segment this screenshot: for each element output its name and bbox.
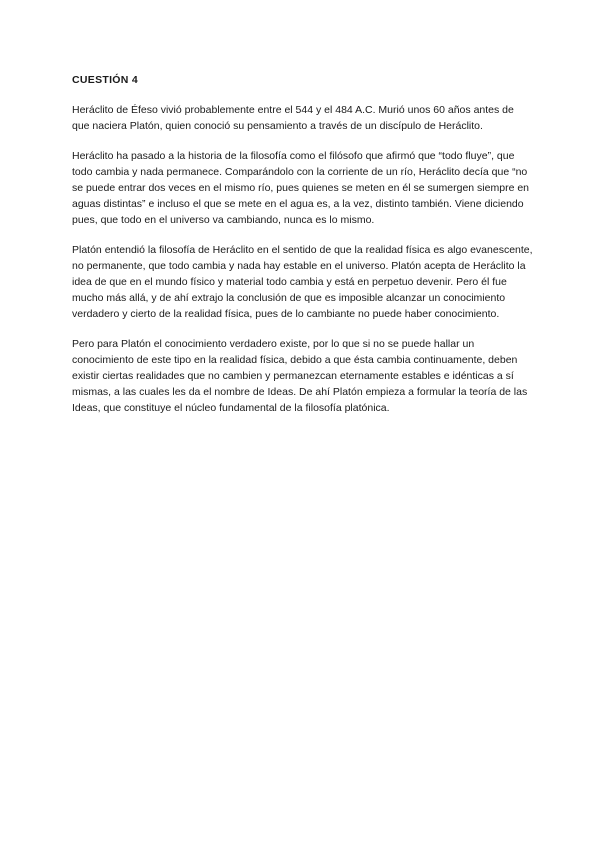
paragraph-4: Pero para Platón el conocimiento verdadero existe, por lo que si no se puede hallar un conocimiento de este tipo en la realidad física, debido a que ésta cambia continuamente, deben existir ciertas realidades que no cambien y permanezcan eternamente estables e idénticas a sí mismas, a las cuales les da el nombre de Ideas. De ahí Platón empieza a formular la teoría de las Ideas, que constituye el núcleo fundamental de la filosofía platónica. [72,338,528,414]
page-title: CUESTIÓN 4 [72,74,139,86]
document-body [72,72,534,430]
paragraph-2: Heráclito ha pasado a la historia de la filosofía como el filósofo que afirmó que “todo fluye”, que todo cambia y nada permanece. Comparándolo con la corriente de un río, Heráclito decía que “no se puede entrar dos veces en el mismo río, pues quienes se meten en él se sumergen siempre en aguas distintas” e incluso el que se mete en el agua es, a la vez, distinto también. Viene diciendo pues, que todo en el universo va cambiando, nunca es lo mismo. [72,150,530,226]
paragraph-3: Platón entendió la filosofía de Heráclito en el sentido de que la realidad física es algo evanescente, no permanente, que todo cambia y nada hay estable en el universo. Platón acepta de Heráclito la idea de que en el mundo físico y material todo cambia y está en perpetuo devenir. Pero él fue mucho más allá, y de ahí extrajo la conclusión de que es imposible alcanzar un conocimiento verdadero y cierto de la realidad física, pues de lo cambiante no puede haber conocimiento. [72,244,533,320]
paragraph-1: Heráclito de Éfeso vivió probablemente entre el 544 y el 484 A.C. Murió unos 60 años antes de que naciera Platón, quien conoció su pensamiento a través de un discípulo de Heráclito. [72,104,514,132]
